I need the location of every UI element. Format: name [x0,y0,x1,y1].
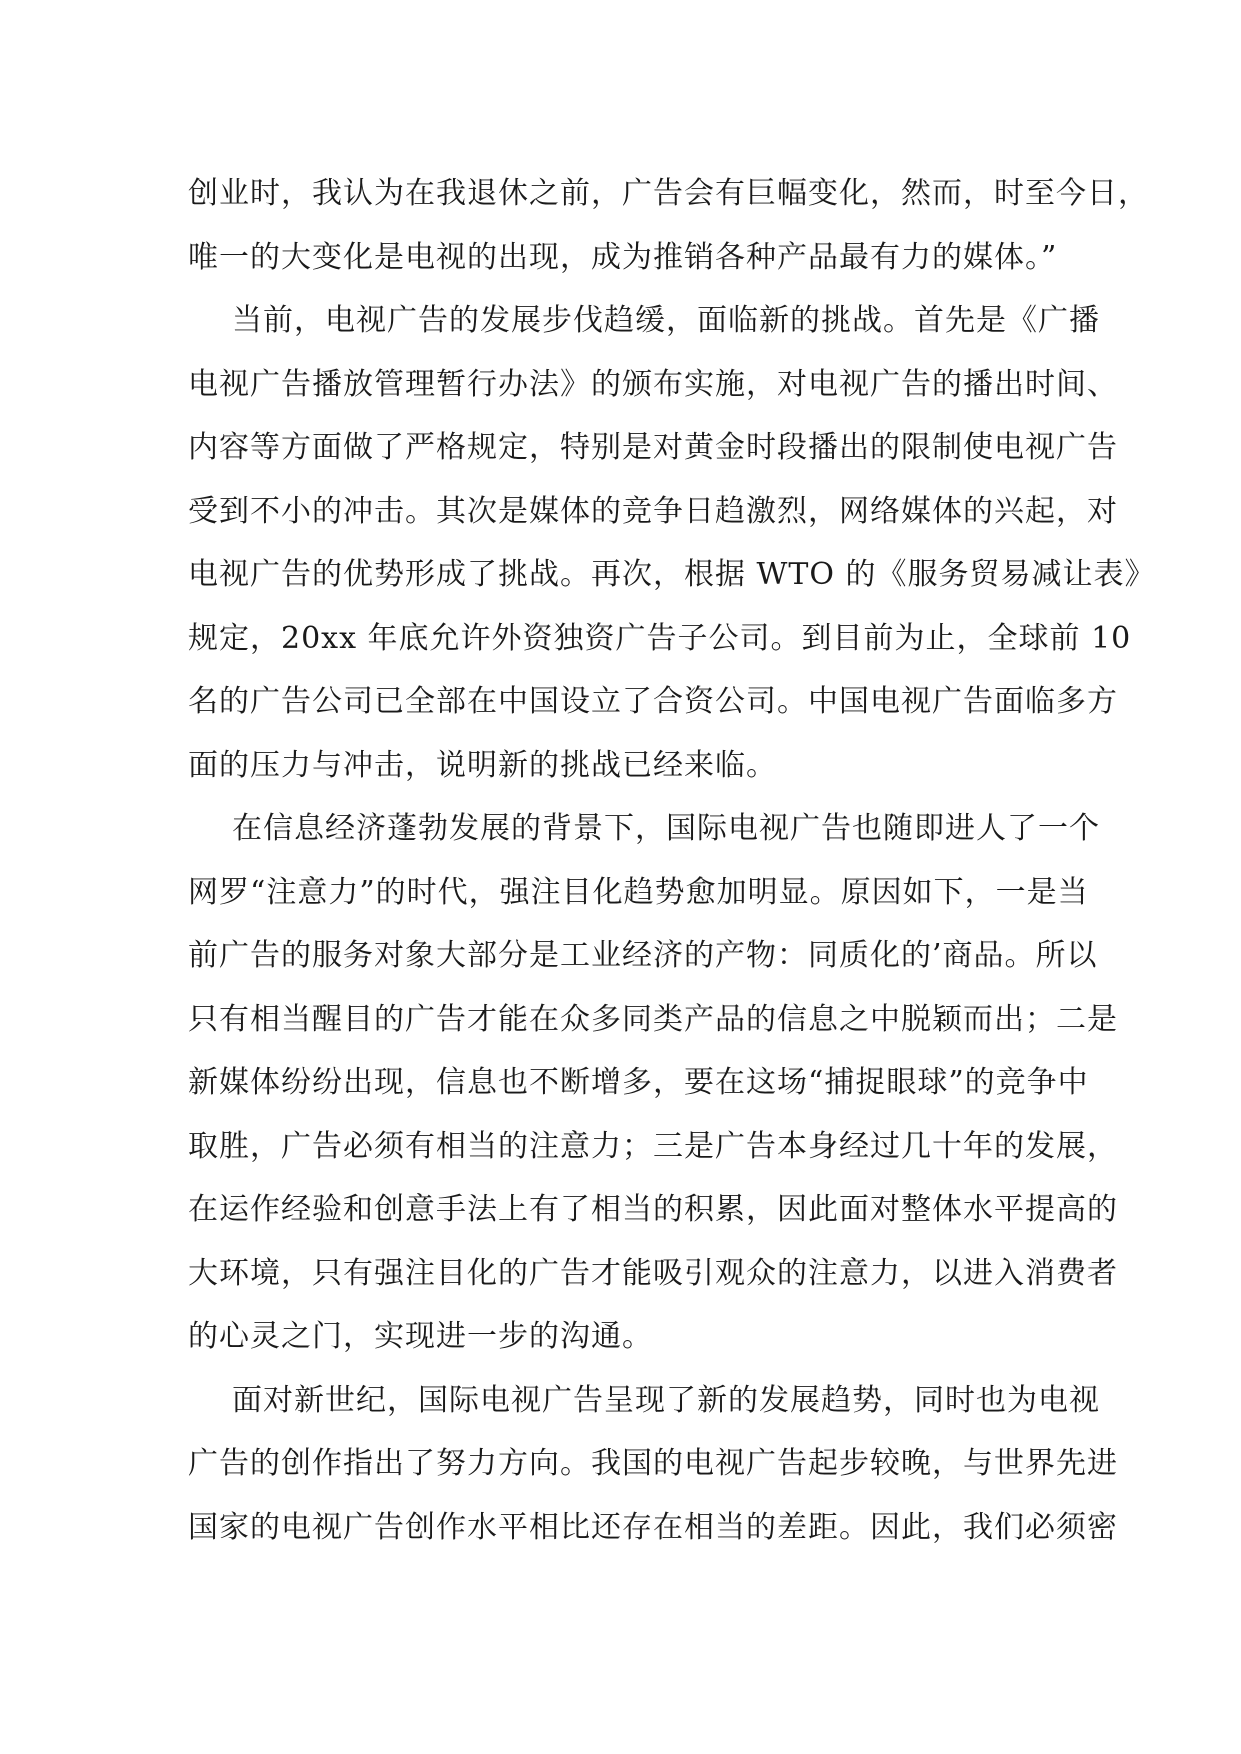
text-line: 大环境，只有强注目化的广告才能吸引观众的注意力，以进入消费者 [188,1255,1118,1291]
text-line: 新媒体纷纷出现，信息也不断增多，要在这场“捕捉眼球”的竞争中 [188,1065,1089,1100]
text-line: 规定，20xx 年底允许外资独资广告子公司。到目前为止，全球前 10 [188,620,1132,656]
text-line: 在运作经验和创意手法上有了相当的积累，因此面对整体水平提高的 [188,1192,1118,1227]
text-line: 创业时，我认为在我退休之前，广告会有巨幅变化，然而，时至今日， [188,176,1149,211]
text-line: 当前，电视广告的发展步伐趋缓，面临新的挑战。首先是《广播 [232,303,1100,338]
text-line: 面对新世纪，国际电视广告呈现了新的发展趋势，同时也为电视 [232,1382,1100,1418]
text-line: 受到不小的冲击。其次是媒体的竞争日趋激烈，网络媒体的兴起，对 [188,493,1118,529]
text-line: 内容等方面做了严格规定，特别是对黄金时段播出的限制使电视广告 [188,430,1118,465]
text-line: 电视广告的优势形成了挑战。再次，根据 WTO 的《服务贸易减让表》 [188,557,1156,592]
text-line: 电视广告播放管理暂行办法》的颁布实施，对电视广告的播出时间、 [188,366,1118,402]
text-line: 只有相当醒目的广告才能在众多同类产品的信息之中脱颖而出；二是 [188,1001,1118,1037]
text-line: 取胜，广告必须有相当的注意力；三是广告本身经过几十年的发展， [188,1128,1118,1164]
text-line: 在信息经济蓬勃发展的背景下，国际电视广告也随即进人了一个 [232,811,1100,846]
document-body [188,162,1156,1559]
text-line: 唯一的大变化是电视的出现，成为推销各种产品最有力的媒体。” [188,239,1058,275]
text-line: 网罗“注意力”的时代，强注目化趋势愈加明显。原因如下，一是当 [188,874,1089,910]
text-line: 的心灵之门，实现进一步的沟通。 [188,1319,653,1354]
text-line: 面的压力与冲击，说明新的挑战已经来临。 [188,747,777,783]
text-line: 广告的创作指出了努力方向。我国的电视广告起步较晚，与世界先进 [188,1446,1118,1481]
text-line: 国家的电视广告创作水平相比还存在相当的差距。因此，我们必须密 [188,1509,1118,1545]
text-line: 名的广告公司已全部在中国设立了合资公司。中国电视广告面临多方 [188,684,1118,719]
text-line: 前广告的服务对象大部分是工业经济的产物：同质化的’商品。所以 [188,938,1098,973]
